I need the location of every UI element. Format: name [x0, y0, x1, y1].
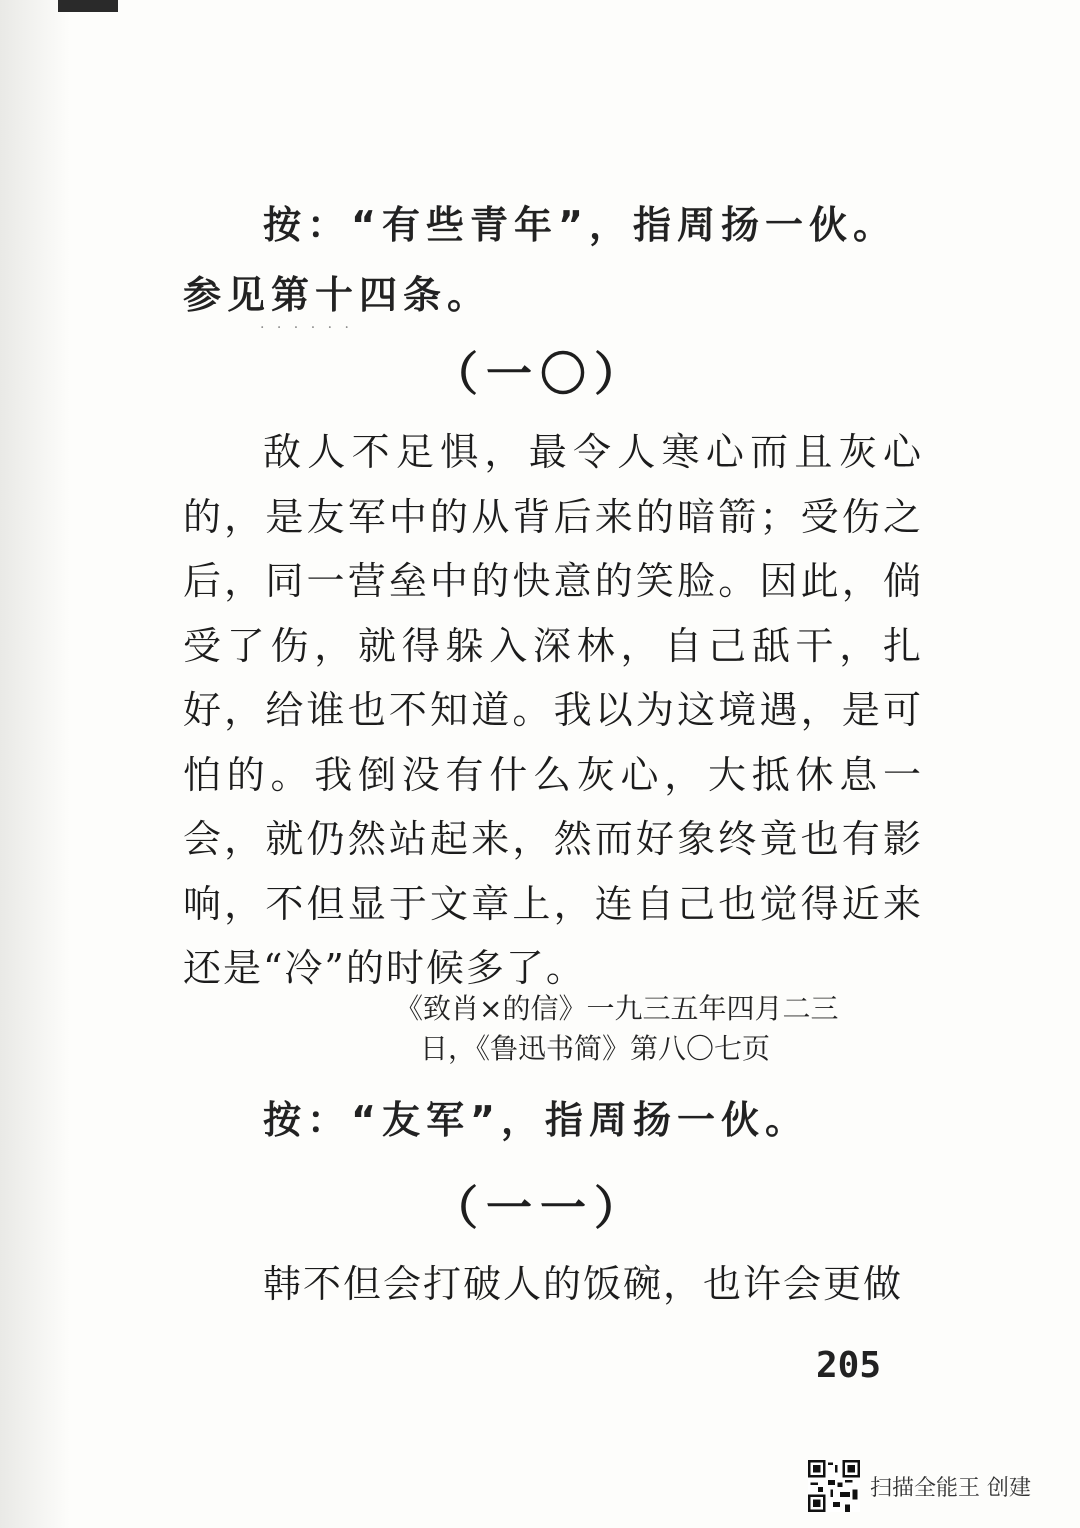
page-spine-shadow: [0, 0, 70, 1528]
decorative-dots: · · · · · ·: [260, 320, 353, 336]
source-citation-line2: 日，《鲁迅书简》第八〇七页: [420, 1032, 771, 1065]
section-11-heading: （一一）: [432, 1181, 648, 1235]
page-corner-mark: [58, 0, 118, 12]
watermark-label: 扫描全能王 创建: [870, 1475, 1031, 1501]
section-10-note: 按：“友军”，指周扬一伙。: [263, 1098, 809, 1142]
section-11-body: 韩不但会打破人的饭碗，也许会更做: [263, 1262, 904, 1306]
section-10-heading: （一〇）: [432, 347, 648, 401]
source-citation-line1: 《致肖×的信》一九三五年四月二三: [395, 992, 839, 1025]
scanner-watermark: [808, 1458, 1031, 1514]
page-number: 205: [816, 1345, 882, 1386]
note-top: 按：“有些青年”，指周扬一伙。参见第十四条。: [183, 203, 897, 317]
qr-code-icon: [808, 1460, 860, 1512]
section-10-body: 敌人不足惧，最令人寒心而且灰心的，是友军中的从背后来的暗箭；受伤之后，同一营垒中的快意的笑脸。因此，倘受了伤，就得躲入深林，自己舐干，扎好，给谁也不知道。我以为这境遇，是可怕的。我倒没有什么灰心，大抵休息一会，就仍然站起来，然而好象终竟也有影响，不但显于文章上，连自己也觉得近来还是“冷”的时候多了。: [183, 430, 923, 990]
